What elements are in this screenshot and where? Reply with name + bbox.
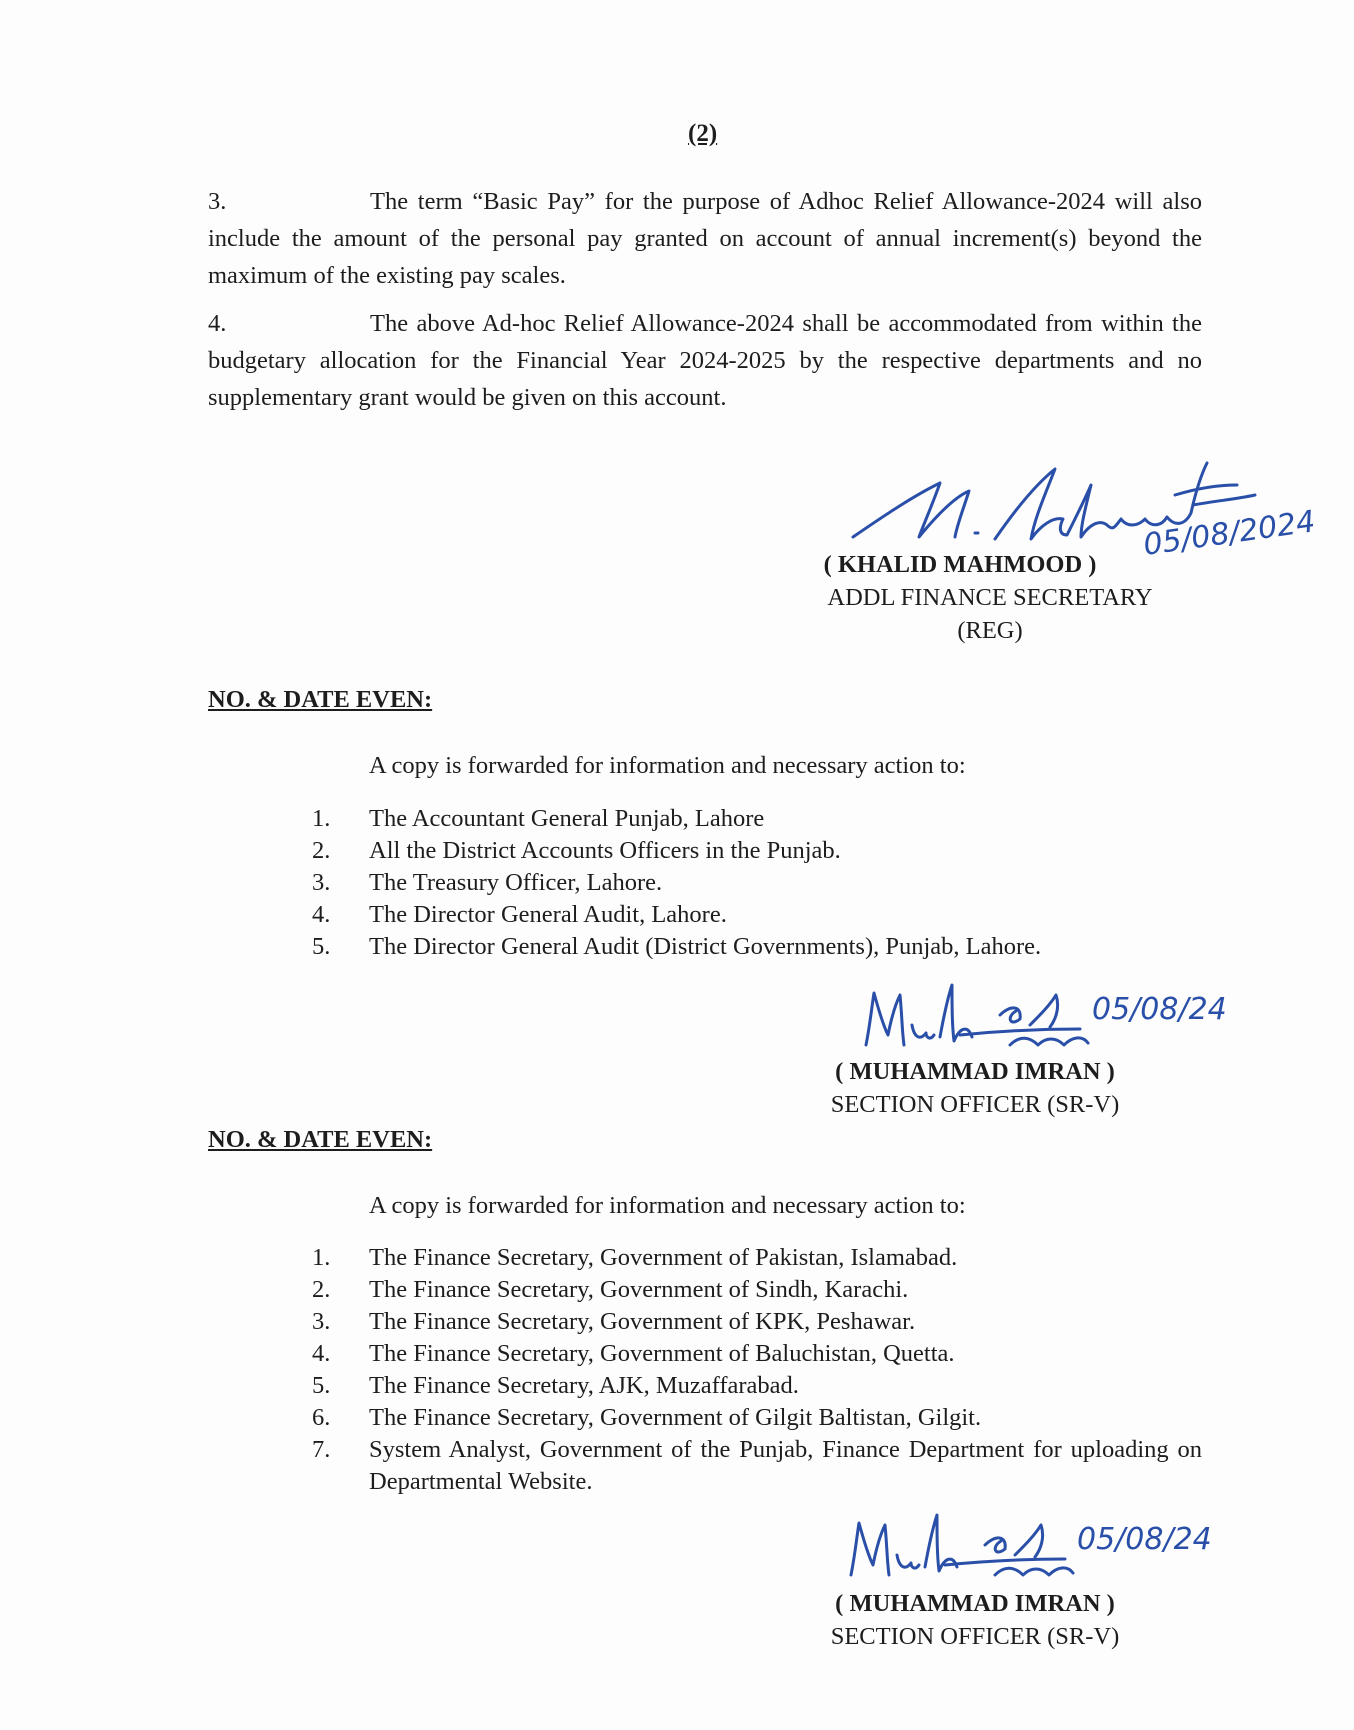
signatory-block-2	[790, 1055, 1190, 1121]
endorsement-lead-1: A copy is forwarded for information and necessary action to:	[369, 752, 966, 779]
list-number: 5.	[312, 933, 331, 960]
signatory-designation: ADDL FINANCE SECRETARY	[827, 584, 1153, 611]
list-item	[312, 931, 1202, 963]
recipient-list-1	[312, 803, 1202, 963]
list-number: 4.	[312, 1340, 331, 1367]
paragraph-text: The above Ad-hoc Relief Allowance-2024 shall be accommodated from within the budgetary allocation for the Financial Year 2024-2025 by the respective departments and no supplementary grant would be given on this account.	[208, 310, 1202, 411]
signatory-name: ( KHALID MAHMOOD )	[823, 551, 1097, 578]
list-text: The Finance Secretary, Government of Pakistan, Islamabad.	[369, 1244, 958, 1271]
list-number: 5.	[312, 1372, 331, 1399]
list-text: All the District Accounts Officers in the Punjab.	[369, 837, 841, 864]
paragraph-number: 4.	[208, 310, 227, 337]
list-item	[312, 1370, 1202, 1402]
list-text: The Finance Secretary, Government of Gilgit Baltistan, Gilgit.	[369, 1404, 982, 1431]
list-item	[312, 1306, 1202, 1338]
endorsement-heading-1: NO. & DATE EVEN:	[208, 686, 433, 713]
list-text: The Director General Audit (District Governments), Punjab, Lahore.	[369, 933, 1042, 960]
signatory-sub: (REG)	[957, 617, 1023, 644]
list-number: 4.	[312, 901, 331, 928]
list-item	[312, 1338, 1202, 1370]
list-text: The Treasury Officer, Lahore.	[369, 869, 663, 896]
list-item	[312, 835, 1202, 867]
signature-date: 05/08/24	[1092, 992, 1227, 1027]
recipient-list-2	[312, 1242, 1202, 1498]
list-text: The Finance Secretary, AJK, Muzaffarabad.	[369, 1372, 799, 1399]
handwritten-signature-muhammad-imran-1	[860, 975, 1230, 1065]
list-number: 2.	[312, 837, 331, 864]
paragraph-number: 3.	[208, 188, 227, 215]
list-item	[312, 1242, 1202, 1274]
signatory-block-3	[790, 1587, 1190, 1653]
signatory-block-1	[790, 548, 1190, 647]
list-number: 1.	[312, 805, 331, 832]
signatory-name: ( MUHAMMAD IMRAN )	[835, 1058, 1115, 1085]
list-item	[312, 803, 1202, 835]
paragraph-4	[208, 305, 1202, 416]
paragraph-text: The term “Basic Pay” for the purpose of Adhoc Relief Allowance-2024 will also include the amount of the personal pay granted on account of annual increment(s) beyond the maximum of the existing pay scales.	[208, 188, 1202, 289]
list-number: 2.	[312, 1276, 331, 1303]
list-item	[312, 867, 1202, 899]
list-text: The Finance Secretary, Government of Sindh, Karachi.	[369, 1276, 909, 1303]
endorsement-lead-2: A copy is forwarded for information and necessary action to:	[369, 1192, 966, 1219]
list-text: System Analyst, Government of the Punjab, Finance Department for uploading on Departmental Website.	[369, 1436, 1202, 1495]
handwritten-signature-muhammad-imran-2	[845, 1505, 1215, 1595]
list-item	[312, 1274, 1202, 1306]
list-number: 3.	[312, 869, 331, 896]
list-number: 1.	[312, 1244, 331, 1271]
signature-date: 05/08/24	[1077, 1522, 1212, 1557]
list-text: The Finance Secretary, Government of KPK, Peshawar.	[369, 1308, 916, 1335]
list-text: The Director General Audit, Lahore.	[369, 901, 727, 928]
list-number: 6.	[312, 1404, 331, 1431]
list-item	[312, 1402, 1202, 1434]
list-text: The Accountant General Punjab, Lahore	[369, 805, 765, 832]
list-number: 7.	[312, 1436, 331, 1463]
signatory-designation: SECTION OFFICER (SR-V)	[830, 1623, 1120, 1650]
list-text: The Finance Secretary, Government of Baluchistan, Quetta.	[369, 1340, 955, 1367]
list-item	[312, 899, 1202, 931]
list-number: 3.	[312, 1308, 331, 1335]
paragraph-3	[208, 183, 1202, 294]
signatory-name: ( MUHAMMAD IMRAN )	[835, 1590, 1115, 1617]
endorsement-heading-2: NO. & DATE EVEN:	[208, 1126, 433, 1153]
signatory-designation: SECTION OFFICER (SR-V)	[830, 1091, 1120, 1118]
page-number: (2)	[688, 120, 718, 147]
list-item	[312, 1434, 1202, 1498]
signature-date: 05/08/2024	[1141, 504, 1318, 563]
